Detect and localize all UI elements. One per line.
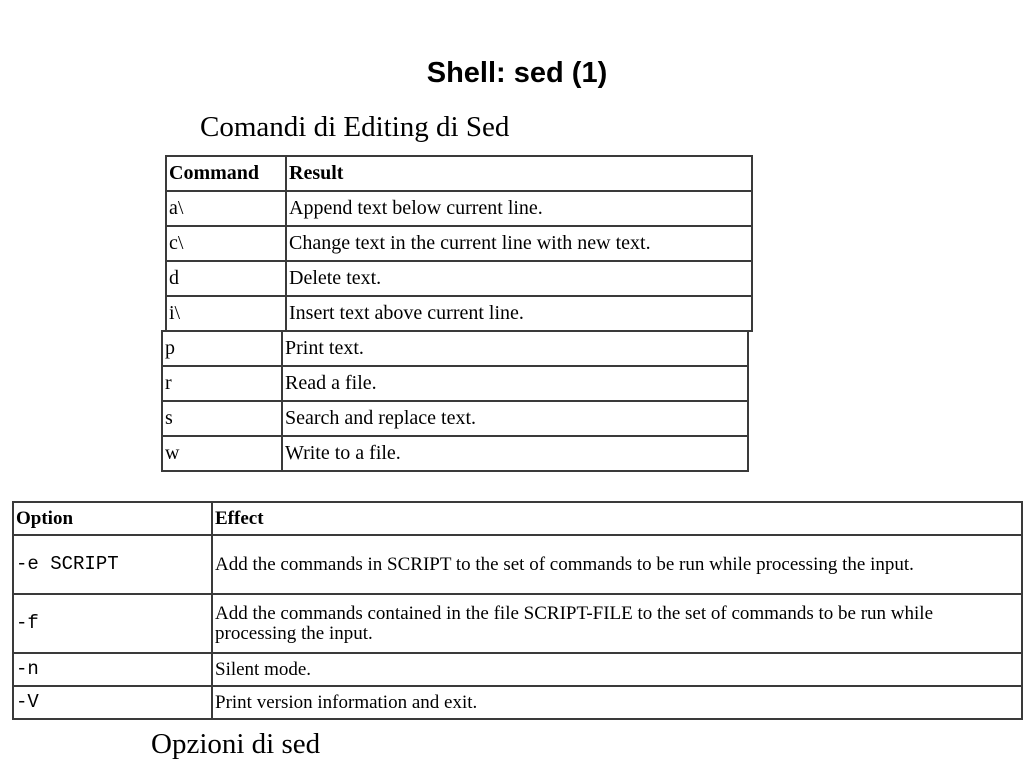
table-row bbox=[162, 436, 748, 471]
command-cell: a\ bbox=[166, 191, 286, 226]
header-option: Option bbox=[13, 502, 212, 535]
slide-title: Shell: sed (1) bbox=[426, 57, 608, 89]
option-cell: -e SCRIPT bbox=[13, 535, 212, 594]
result-cell: Append text below current line. bbox=[286, 191, 752, 226]
command-cell: c\ bbox=[166, 226, 286, 261]
header-result: Result bbox=[286, 156, 752, 191]
command-cell: r bbox=[162, 366, 282, 401]
option-cell: -n bbox=[13, 653, 212, 686]
effect-cell: Silent mode. bbox=[212, 653, 1022, 686]
result-cell: Delete text. bbox=[286, 261, 752, 296]
table-row bbox=[166, 296, 752, 331]
options-table bbox=[12, 501, 1023, 720]
table-row bbox=[162, 331, 748, 366]
commands-table-top bbox=[165, 155, 753, 332]
effect-cell: Print version information and exit. bbox=[212, 686, 1022, 719]
table-row bbox=[166, 226, 752, 261]
option-cell: -V bbox=[13, 686, 212, 719]
header-effect: Effect bbox=[212, 502, 1022, 535]
table-row bbox=[166, 261, 752, 296]
effect-cell: Add the commands in SCRIPT to the set of commands to be run while processing the input. bbox=[212, 535, 1022, 594]
table-row bbox=[13, 535, 1022, 594]
command-cell: i\ bbox=[166, 296, 286, 331]
header-command: Command bbox=[166, 156, 286, 191]
result-cell: Insert text above current line. bbox=[286, 296, 752, 331]
result-cell: Read a file. bbox=[282, 366, 748, 401]
commands-table-bottom bbox=[161, 330, 749, 472]
effect-cell: Add the commands contained in the file SCRIPT-FILE to the set of commands to be run while processing the input. bbox=[212, 594, 1022, 653]
table-header-row bbox=[166, 156, 752, 191]
result-cell: Change text in the current line with new text. bbox=[286, 226, 752, 261]
table-row bbox=[162, 401, 748, 436]
option-cell: -f bbox=[13, 594, 212, 653]
table-row bbox=[13, 686, 1022, 719]
command-cell: s bbox=[162, 401, 282, 436]
table-row bbox=[162, 366, 748, 401]
result-cell: Print text. bbox=[282, 331, 748, 366]
command-cell: p bbox=[162, 331, 282, 366]
table-header-row bbox=[13, 502, 1022, 535]
options-caption: Opzioni di sed bbox=[151, 728, 321, 760]
command-cell: w bbox=[162, 436, 282, 471]
result-cell: Write to a file. bbox=[282, 436, 748, 471]
table-row bbox=[13, 594, 1022, 653]
command-cell: d bbox=[166, 261, 286, 296]
table-row bbox=[166, 191, 752, 226]
table-row bbox=[13, 653, 1022, 686]
commands-caption: Comandi di Editing di Sed bbox=[200, 111, 510, 143]
result-cell: Search and replace text. bbox=[282, 401, 748, 436]
